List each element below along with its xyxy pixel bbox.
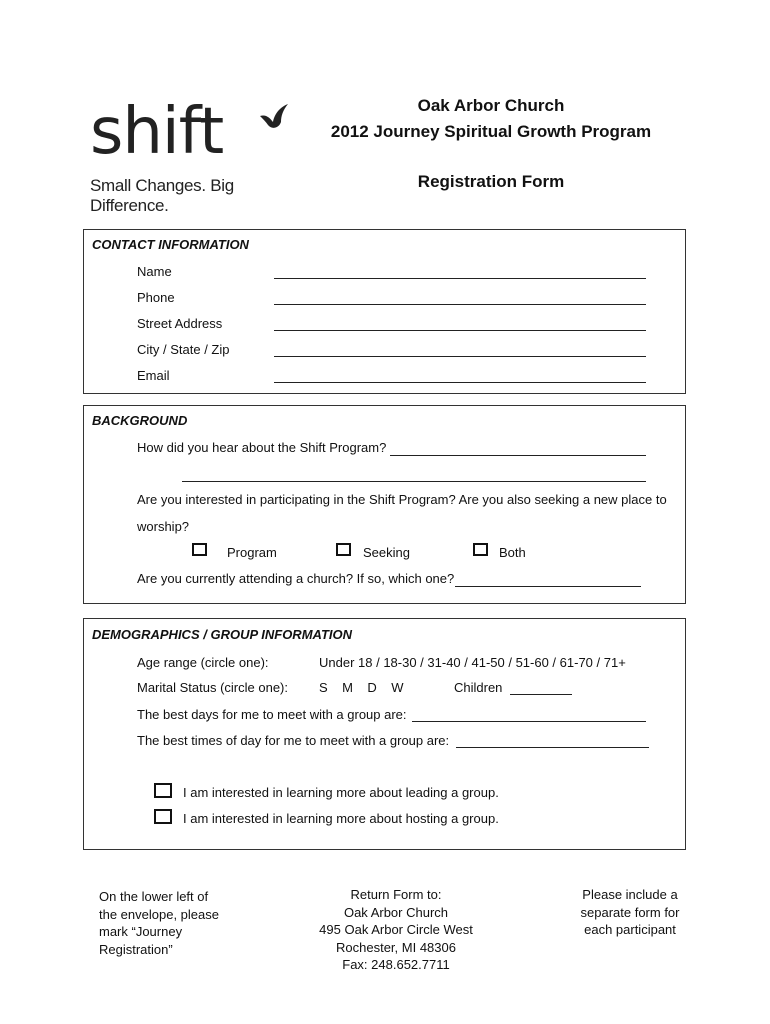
best-days-field[interactable]: [412, 721, 646, 722]
children-field[interactable]: [510, 694, 572, 695]
name-field[interactable]: [274, 278, 646, 279]
program-option-label: Program: [227, 545, 277, 560]
interest-question: Are you interested in participating in the Shift Program? Are you also seeking a new place to: [137, 492, 667, 507]
form-title: Registration Form: [417, 172, 565, 191]
church-name: Oak Arbor Church: [417, 96, 565, 115]
seeking-checkbox[interactable]: [336, 543, 351, 556]
note-line: separate form for: [580, 904, 680, 920]
logo-wordmark: shift: [90, 95, 224, 169]
street-address-field[interactable]: [274, 330, 646, 331]
both-option-label: Both: [499, 545, 526, 560]
envelope-line: Registration”: [99, 941, 173, 957]
city-state-zip-field[interactable]: [274, 356, 646, 357]
return-line: Return Form to:: [350, 887, 442, 902]
hosting-group-label: I am interested in learning more about hosting a group.: [183, 811, 499, 826]
return-address: [296, 886, 496, 974]
demographics-title: DEMOGRAPHICS / GROUP INFORMATION: [92, 627, 352, 642]
email-field[interactable]: [274, 382, 646, 383]
program-title: 2012 Journey Spiritual Growth Program: [330, 122, 652, 141]
bird-icon: [256, 98, 292, 134]
leading-group-checkbox[interactable]: [154, 783, 172, 798]
best-days-label: The best days for me to meet with a group are:: [137, 707, 407, 722]
marital-status-label: Marital Status (circle one):: [137, 680, 288, 695]
return-line: Oak Arbor Church: [343, 904, 449, 920]
contact-title: CONTACT INFORMATION: [92, 237, 249, 252]
current-church-question: Are you currently attending a church? If so, which one?: [137, 571, 455, 586]
best-times-field[interactable]: [456, 747, 649, 748]
shift-logo: [90, 92, 310, 215]
name-label: Name: [137, 264, 172, 279]
participant-note: [560, 886, 700, 939]
leading-group-label: I am interested in learning more about leading a group.: [183, 785, 499, 800]
envelope-instructions: [99, 888, 249, 958]
current-church-field[interactable]: [455, 586, 641, 587]
background-title: BACKGROUND: [92, 413, 188, 428]
email-label: Email: [137, 368, 170, 383]
return-line: Fax: 248.652.7711: [342, 957, 450, 972]
phone-label: Phone: [137, 290, 175, 305]
envelope-line: the envelope, please: [99, 906, 219, 922]
program-checkbox[interactable]: [192, 543, 207, 556]
best-times-label: The best times of day for me to meet with a group are:: [137, 733, 450, 748]
return-line: Rochester, MI 48306: [336, 939, 456, 955]
contact-section: [83, 229, 686, 394]
envelope-line: On the lower left of: [99, 889, 209, 904]
hear-about-question: How did you hear about the Shift Program?: [137, 440, 387, 455]
note-line: Please include a: [582, 887, 678, 902]
city-state-zip-label: City / State / Zip: [137, 342, 230, 357]
phone-field[interactable]: [274, 304, 646, 305]
both-checkbox[interactable]: [473, 543, 488, 556]
age-range-options[interactable]: Under 18 / 18-30 / 31-40 / 41-50 / 51-60 / 61-70 / 71+: [319, 655, 626, 670]
hear-about-field[interactable]: [390, 455, 646, 456]
return-line: 495 Oak Arbor Circle West: [319, 922, 473, 937]
hear-about-field-2[interactable]: [182, 481, 646, 482]
children-label: Children: [454, 680, 503, 695]
marital-status-options[interactable]: S M D W: [319, 680, 404, 695]
age-range-label: Age range (circle one):: [137, 655, 269, 670]
seeking-option-label: Seeking: [363, 545, 410, 560]
hosting-group-checkbox[interactable]: [154, 809, 172, 824]
background-section: [83, 405, 686, 604]
demographics-section: [83, 618, 686, 850]
logo-tagline: Small Changes. Big Difference.: [90, 176, 234, 215]
note-line: each participant: [584, 922, 676, 937]
interest-question-cont: worship?: [137, 519, 190, 534]
street-address-label: Street Address: [137, 316, 223, 331]
envelope-line: mark “Journey: [99, 924, 183, 939]
